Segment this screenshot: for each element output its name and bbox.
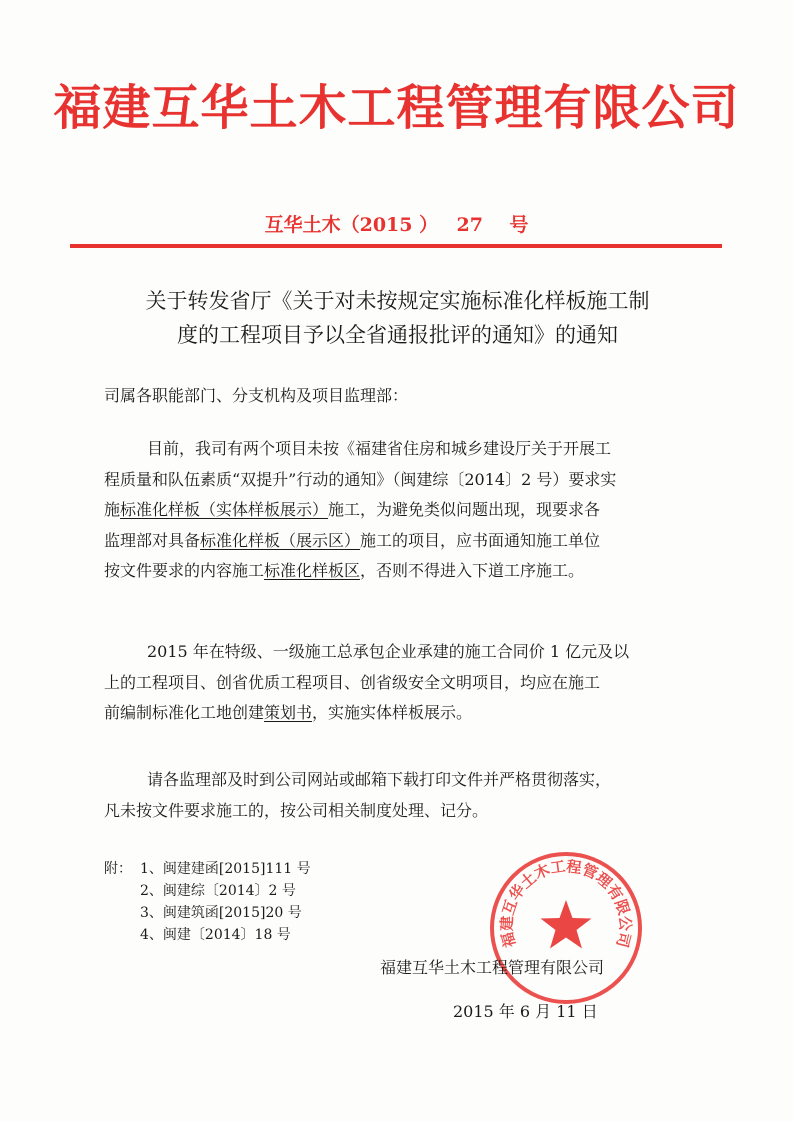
body-paragraph-1 [104,434,694,587]
paragraph-line: 目前，我司有两个项目未按《福建省住房和城乡建设厅关于开展工 [147,439,612,458]
salutation: 司属各职能部门、分支机构及项目监理部： [104,386,409,405]
doc-number-prefix: 互华土木（2015 ） [264,214,439,236]
doc-number-suffix: 号 [509,214,529,236]
issue-date: 2015 年 6 月 11 日 [453,1002,598,1021]
attachment-item: 2、闽建综〔2014〕2 号 [140,883,296,899]
text-run: 施工，为避免类似问题出现，现要求各 [328,500,601,519]
attachment-item: 3、闽建筑函[2015]20 号 [140,905,302,921]
paragraph-line: 2015 年在特级、一级施工总承包企业承建的施工合同价 1 亿元及以 [147,642,630,661]
underlined-text: 标准化样板区 [264,561,361,580]
title-line: 关于转发省厅《关于对未按规定实施标准化样板施工制 [145,289,650,313]
paragraph-line [104,556,694,587]
text-run: 按文件要求的内容施工 [104,561,265,580]
text-run: 前编制标准化工地创建 [104,703,265,722]
seal-star-icon [541,900,592,949]
attachments-label: 附： [104,861,132,877]
doc-number-value: 27 [456,214,483,236]
paragraph-line: 凡未按文件要求施工的，按公司相关制度处理、记分。 [104,800,489,820]
paragraph-line [104,526,694,557]
paragraph-line: 请各监理部及时到公司网站或邮箱下载打印文件并严格贯彻落实， [147,770,612,789]
attachment-item: 1、闽建建函[2015]111 号 [140,861,311,877]
header-divider [70,244,722,248]
document-number [0,212,793,238]
body-paragraph-2 [104,637,694,729]
text-run: ，实施实体样板展示。 [312,703,473,722]
underlined-text: 策划书 [264,703,313,722]
official-seal-stamp [486,848,646,1008]
attachment-row [104,858,311,880]
paragraph-line [104,698,694,729]
underlined-text: 标准化样板（实体样板展示） [120,500,329,519]
document-title [90,284,705,352]
text-run: ，否则不得进入下道工序施工。 [360,561,585,580]
attachments-list [104,858,311,946]
body-paragraph-3 [104,765,694,826]
attachment-row [104,880,311,902]
attachment-row [104,902,311,924]
title-line: 度的工程项目予以全省通报批评的通知》的通知 [177,323,618,347]
company-letterhead: 福建互华土木工程管理有限公司 [53,80,740,136]
text-run: 施 [104,500,121,519]
text-run: 监理部对具备 [104,530,201,550]
signer-organization: 福建互华土木工程管理有限公司 [380,958,605,977]
attachment-item: 4、闽建〔2014〕18 号 [140,927,291,943]
paragraph-line [104,495,694,526]
seal-text: 福建互华土木工程管理有限公司 [497,857,635,950]
attachment-row [104,924,311,946]
text-run: 施工的项目，应书面通知施工单位 [360,530,601,550]
paragraph-line: 上的工程项目、创省优质工程项目、创省级安全文明项目，均应在施工 [104,672,601,692]
paragraph-line: 程质量和队伍素质“双提升”行动的通知》（闽建综〔2014〕2 号）要求实 [104,469,617,489]
underlined-text: 标准化样板（展示区） [200,530,361,550]
